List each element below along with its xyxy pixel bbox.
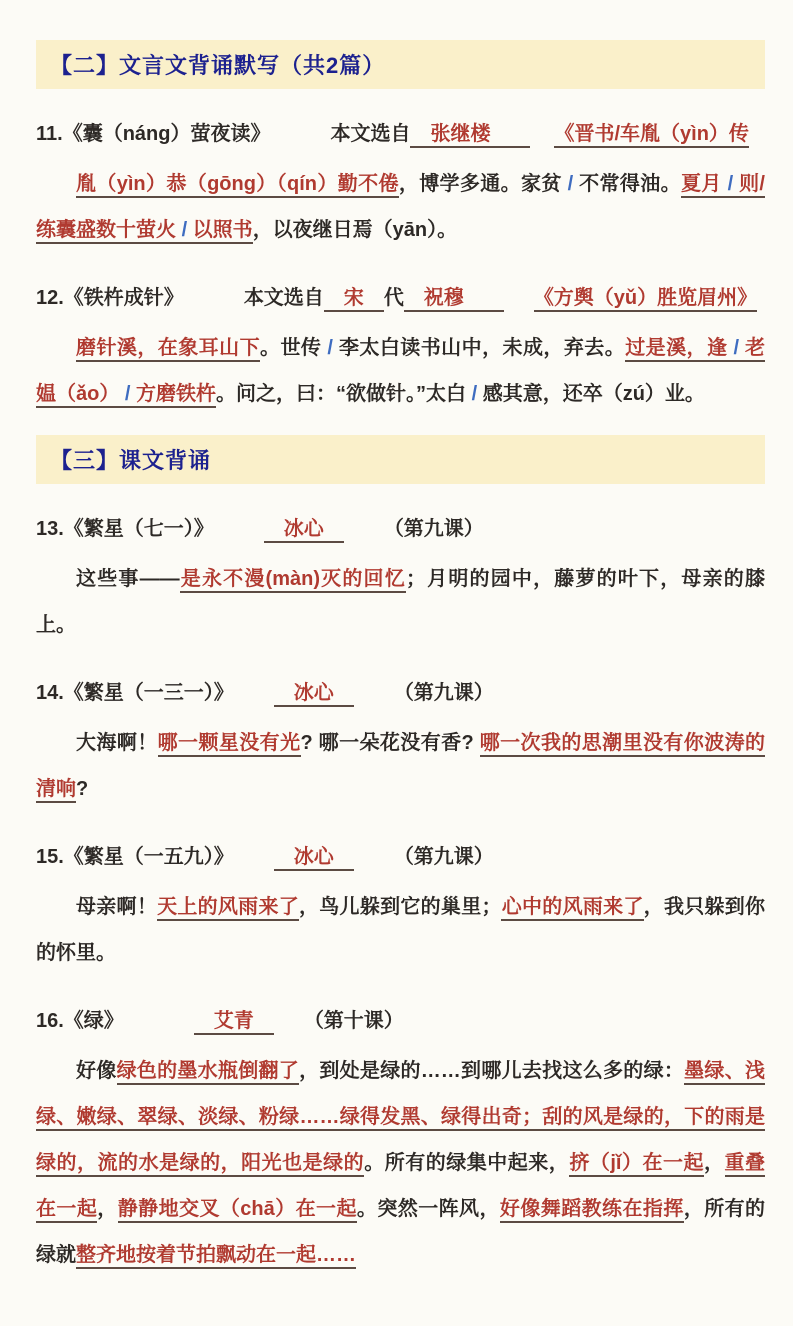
text-segment: 李太白读书山中，未成，弃去。 xyxy=(332,337,626,359)
item-12-body xyxy=(36,325,765,417)
answer-blank-text: 绿色的墨水瓶倒翻了 xyxy=(117,1060,300,1085)
answer-blank-text: 墨绿、浅绿、嫩绿、翠绿、淡绿、粉绿…… xyxy=(36,1060,765,1131)
answer-blank-text: / xyxy=(125,383,131,408)
text-segment: ；月明的园中，藤萝的叶下，母亲的膝上。 xyxy=(36,568,765,636)
text-segment: ，到处是绿的……到哪儿去找这么多的绿： xyxy=(299,1060,685,1082)
item-13-title xyxy=(36,510,765,548)
text-segment: ， xyxy=(97,1198,118,1220)
text-segment: ，以夜继日焉（yān）。 xyxy=(252,219,458,241)
answer-blank-text: 心中的风雨来了 xyxy=(501,896,643,921)
answer-blank-text: 挤（jǐ）在一起 xyxy=(569,1152,704,1177)
text-segment: 13.《繁星（七一）》 xyxy=(36,518,214,540)
answer-blank-text: 胤（yìn）恭（gōng）（qín）勤不倦 xyxy=(76,173,399,198)
text-segment: ? 哪一朵花没有香? xyxy=(300,732,480,754)
answer-blank-text: 张继楼 xyxy=(410,123,530,148)
text-segment: 。问之，曰：“欲做针。”太白 xyxy=(216,383,472,405)
item-12-title xyxy=(36,279,765,317)
item-15-body xyxy=(36,884,765,976)
text-segment: 这些事—— xyxy=(76,568,180,590)
text-segment: / xyxy=(327,337,333,359)
text-segment: 好像 xyxy=(76,1060,117,1082)
text-segment: ，所有的绿就 xyxy=(36,1198,766,1266)
item-11-title xyxy=(36,115,765,153)
answer-blank-text: 老媪（ǎo） xyxy=(36,337,765,408)
item-14-title xyxy=(36,674,765,712)
text-segment: （第九课） xyxy=(383,518,484,540)
text-segment: （第九课） xyxy=(393,846,494,868)
item-13-body xyxy=(36,556,765,648)
content xyxy=(36,40,765,1278)
answer-blank-text: 《方舆（yǔ）胜览眉州》 xyxy=(534,287,757,312)
answer-blank-text: 过是溪，逢 xyxy=(625,337,733,362)
item-14-body xyxy=(36,720,765,812)
answer-blank-text: 刮的风是绿的， xyxy=(542,1106,684,1131)
answer-blank-text: 天上的风雨来了 xyxy=(157,896,299,921)
answer-blank-text: 冰心 xyxy=(274,846,354,871)
answer-blank-text: / xyxy=(182,219,188,244)
answer-blank-text: 流的水是绿的， xyxy=(98,1152,242,1177)
text-segment: 母亲啊！ xyxy=(76,896,158,918)
answer-blank-text: / xyxy=(728,173,734,198)
answer-blank-text: 磨针溪，在象耳山下 xyxy=(76,337,260,362)
text-segment: 15.《繁星（一五九）》 xyxy=(36,846,234,868)
text-segment: ， xyxy=(704,1152,725,1174)
text-segment: ，鸟儿躲到它的巢里； xyxy=(299,896,502,918)
answer-blank-text: 哪一颗星没有光 xyxy=(158,732,301,757)
answer-blank-text: / xyxy=(733,337,739,362)
text-segment: 。所有的绿集中起来， xyxy=(364,1152,570,1174)
answer-blank-text: 绿得发黑、绿得出奇； xyxy=(339,1106,542,1131)
text-segment: 感其意，还卒（zú）业。 xyxy=(477,383,705,405)
answer-blank-text: 则/练囊盛数十萤火 xyxy=(36,173,765,244)
item-15-title xyxy=(36,838,765,876)
answer-blank-text: 重叠在一起 xyxy=(36,1152,765,1223)
answer-blank-text: 是永不漫(màn)灭的回忆 xyxy=(180,568,406,593)
text-segment: ，我只躲到你的怀里。 xyxy=(36,896,766,964)
section-header-kewen: 【三】课文背诵 xyxy=(36,435,765,484)
answer-blank-text: 夏月 xyxy=(681,173,728,198)
answer-blank-text: 阳光也是绿的 xyxy=(241,1152,364,1177)
answer-blank-text: 整齐地按着节拍飘动在一起…… xyxy=(76,1244,356,1269)
answer-blank-text: 哪一次我的思潮里没有你波涛的清响 xyxy=(36,732,765,803)
text-segment: 。世传 xyxy=(260,337,328,359)
answer-blank-text: 下的雨是绿的， xyxy=(36,1106,765,1177)
text-segment: 14.《繁星（一三一）》 xyxy=(36,682,234,704)
text-segment: / xyxy=(471,383,478,405)
text-segment: （第九课） xyxy=(393,682,494,704)
item-16-body xyxy=(36,1048,765,1278)
text-segment: 。突然一阵风， xyxy=(356,1198,500,1220)
text-segment: 本文选自 xyxy=(243,287,324,309)
text-segment: 11.《囊（náng）萤夜读》 xyxy=(36,123,271,145)
text-segment: 大海啊！ xyxy=(76,732,158,754)
item-16-title xyxy=(36,1002,765,1040)
answer-blank-text: 以照书 xyxy=(187,219,253,244)
text-segment: ，博学多通。家贫 xyxy=(398,173,568,195)
answer-blank-text: 宋 xyxy=(324,287,384,312)
answer-blank-text: 祝穆 xyxy=(404,287,504,312)
text-segment: 12.《铁杵成针》 xyxy=(36,287,184,309)
answer-blank-text: 冰心 xyxy=(264,518,344,543)
text-segment: 不常得油。 xyxy=(573,173,681,195)
answer-blank-text: 好像舞蹈教练在指挥 xyxy=(500,1198,684,1223)
answer-blank-text: 静静地交叉（chā）在一起 xyxy=(118,1198,357,1223)
section-header-wenyanwen: 【二】文言文背诵默写（共2篇） xyxy=(36,40,765,89)
text-segment: 16.《绿》 xyxy=(36,1010,124,1032)
answer-blank-text: 艾青 xyxy=(194,1010,274,1035)
text-segment: 代 xyxy=(383,287,404,309)
answer-blank-text: 冰心 xyxy=(274,682,354,707)
text-segment: ? xyxy=(76,778,89,800)
text-segment: 本文选自 xyxy=(330,123,411,145)
answer-blank-text: 方磨铁杵 xyxy=(130,383,216,408)
answer-blank-text: 《晋书/车胤（yìn）传 xyxy=(554,123,748,148)
text-segment: （第十课） xyxy=(303,1010,404,1032)
text-segment: / xyxy=(567,173,574,195)
item-11-body xyxy=(36,161,765,253)
